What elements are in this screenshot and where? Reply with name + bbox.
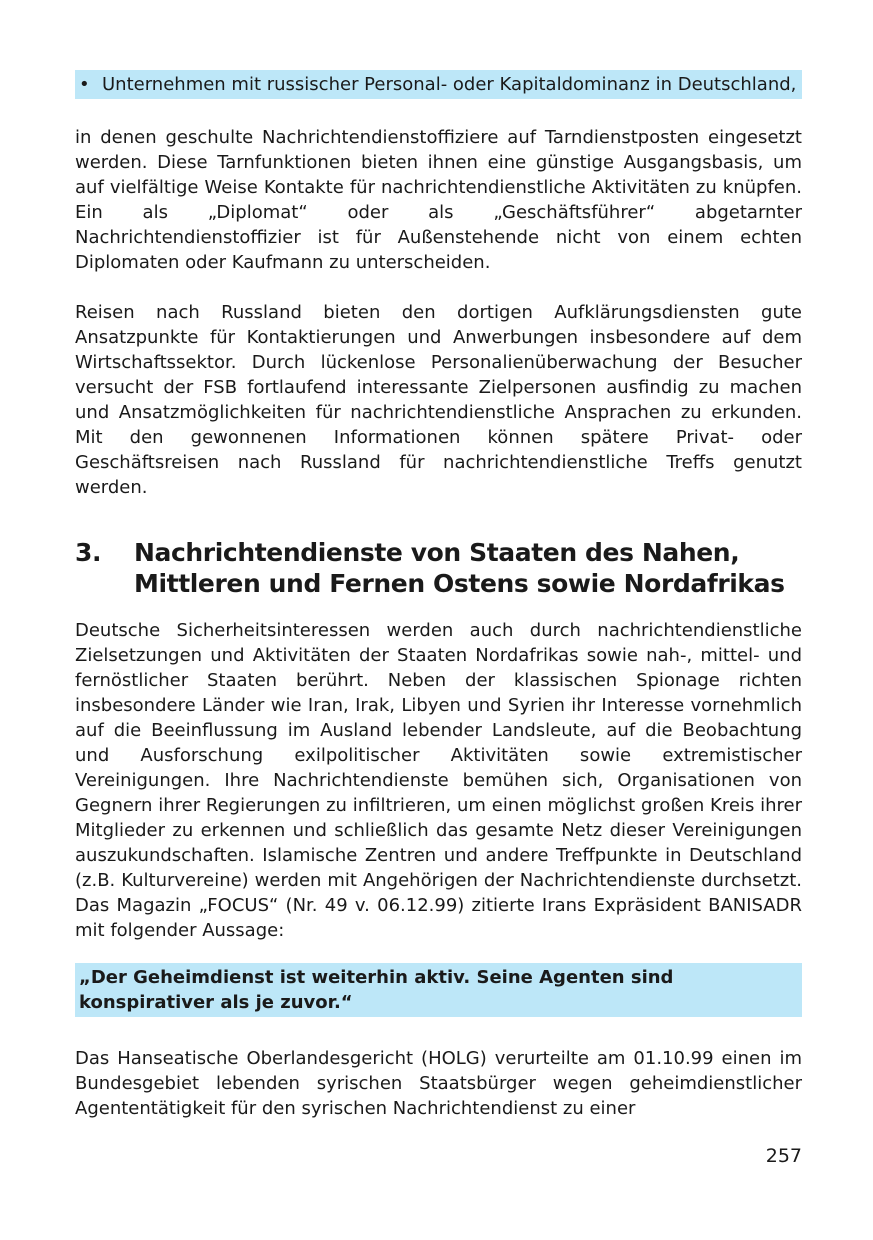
document-page [75, 70, 802, 1121]
bullet-text: Unternehmen mit russischer Personal- oder Kapitaldominanz in Deutschland, [102, 74, 797, 95]
section-number: 3. [75, 538, 102, 567]
paragraph-3: Deutsche Sicherheitsinteressen werden auch durch nachrichtendienstliche Zielsetzungen und Aktivitäten der Staaten Nordafrikas sowie nah-, mittel- und fernöstlicher Staaten berührt. Neben der klassischen Spionage richten insbesondere Länder wie Iran, Irak, Libyen und Syrien ihr Interesse vornehmlich auf die Beeinflussung im Ausland lebender Landsleute, auf die Beobachtung und Ausforschung exilpolitischer Aktivitäten sowie extremistischer Vereinigungen. Ihre Nachrichtendienste bemühen sich, Organisationen von Gegnern ihrer Regierungen zu infiltrieren, um einen möglichst großen Kreis ihrer Mitglieder zu erkennen und schließlich das gesamte Netz dieser Vereinigungen auszukundschaften. Islamische Zentren und andere Treffpunkte in Deutschland (z.B. Kulturvereine) werden mit Angehörigen der Nachrichtendienste durchsetzt. Das Magazin „FOCUS“ (Nr. 49 v. 06.12.99) zitierte Irans Expräsident BANISADR mit folgender Aussage: [75, 620, 802, 941]
highlighted-quote: „Der Geheimdienst ist weiterhin aktiv. Seine Agenten sind konspirativer als je zuvor.“ [75, 963, 802, 1017]
paragraph-2: Reisen nach Russland bieten den dortigen Aufklärungsdiensten gute Ansatzpunkte für Kontaktierungen und Anwerbungen insbesondere auf dem Wirtschaftssektor. Durch lückenlose Personalienüberwachung der Besucher versucht der FSB fortlaufend interessante Zielpersonen ausfindig zu machen und Ansatzmöglichkeiten für nachrichtendienstliche Ansprachen zu erkunden. Mit den gewonnenen Informationen können spätere Privat- oder Geschäftsreisen nach Russland für nachrichtendienstliche Treffs genutzt werden. [75, 302, 802, 498]
paragraph-4: Das Hanseatische Oberlandesgericht (HOLG) verurteilte am 01.10.99 einen im Bundesgebiet lebenden syrischen Staatsbürger wegen geheimdienstlicher Agententätigkeit für den syrischen Nachrichtendienst zu einer [75, 1048, 802, 1119]
highlighted-bullet-item [75, 70, 802, 99]
bullet-icon: • [79, 74, 90, 95]
paragraph-1: in denen geschulte Nachrichtendienstoffiziere auf Tarndienstposten eingesetzt werden. Diese Tarnfunktionen bieten ihnen eine günstige Ausgangsbasis, um auf vielfältige Weise Kontakte für nachrichtendienstliche Aktivitäten zu knüpfen. Ein als „Diplomat“ oder als „Geschäftsführer“ abgetarnter Nachrichtendienstoffizier ist für Außenstehende nicht von einem echten Diplomaten oder Kaufmann zu unterscheiden. [75, 127, 802, 273]
page-number: 257 [765, 1145, 802, 1167]
section-heading [75, 537, 802, 599]
section-title: Nachrichtendienste von Staaten des Nahen, Mittleren und Fernen Ostens sowie Nordafrikas [134, 538, 785, 598]
